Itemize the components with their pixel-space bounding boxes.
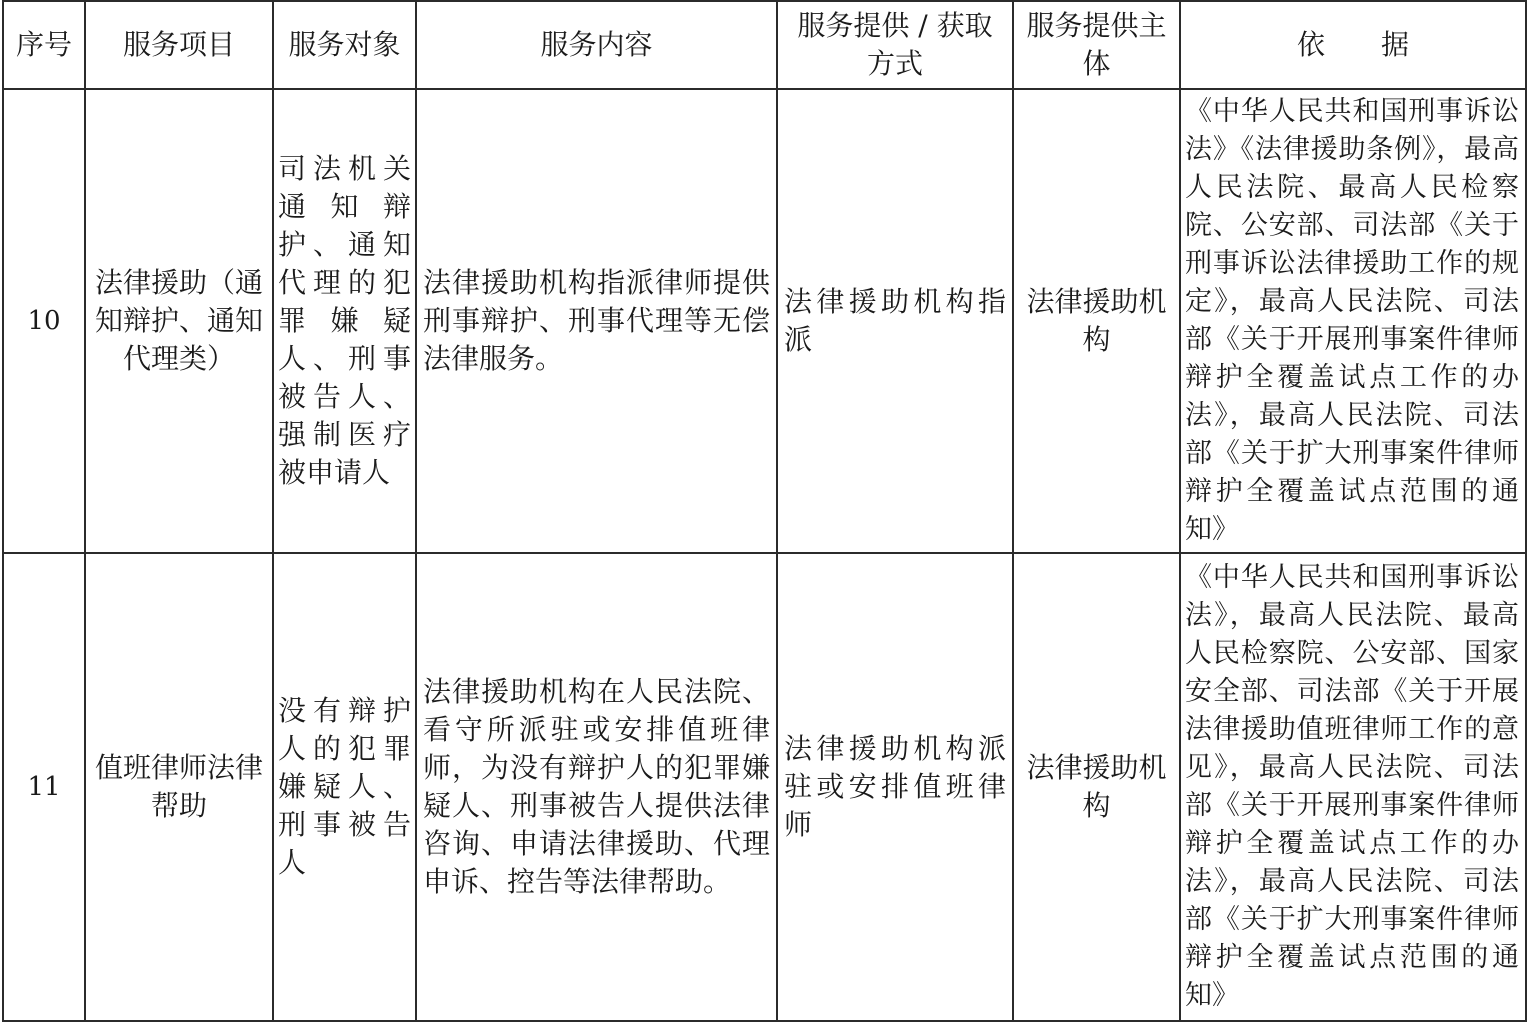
cell-target: 司法机关通知辩护、通知代理的犯罪嫌疑人、刑事被告人、强制医疗被申请人	[273, 89, 416, 553]
header-basis: 依 据	[1180, 1, 1526, 89]
header-item: 服务项目	[85, 1, 273, 89]
cell-provider: 法律援助机构	[1013, 89, 1180, 553]
cell-basis: 《中华人民共和国刑事诉讼法》《法律援助条例》，最高人民法院、最高人民检察院、公安部、司法部《关于刑事诉讼法律援助工作的规定》，最高人民法院、司法部《关于开展刑事案件律师辩护全覆盖试点工作的办法》，最高人民法院、司法部《关于扩大刑事案件律师辩护全覆盖试点范围的通知》	[1180, 89, 1526, 553]
header-row	[3, 1, 1526, 89]
cell-provider: 法律援助机构	[1013, 553, 1180, 1021]
header-seq: 序号	[3, 1, 85, 89]
header-method: 服务提供 / 获取方式	[777, 1, 1013, 89]
cell-method: 法律援助机构派驻或安排值班律师	[777, 553, 1013, 1021]
cell-content: 法律援助机构指派律师提供刑事辩护、刑事代理等无偿法律服务。	[416, 89, 777, 553]
cell-basis: 《中华人民共和国刑事诉讼法》，最高人民法院、最高人民检察院、公安部、国家安全部、司法部《关于开展法律援助值班律师工作的意见》，最高人民法院、司法部《关于开展刑事案件律师辩护全覆盖试点工作的办法》，最高人民法院、司法部《关于扩大刑事案件律师辩护全覆盖试点范围的通知》	[1180, 553, 1526, 1021]
table-row	[3, 89, 1526, 553]
cell-seq: 10	[3, 89, 85, 553]
cell-seq: 11	[3, 553, 85, 1021]
cell-item: 法律援助（通知辩护、通知代理类）	[85, 89, 273, 553]
header-content: 服务内容	[416, 1, 777, 89]
cell-item: 值班律师法律帮助	[85, 553, 273, 1021]
service-table	[2, 0, 1527, 1022]
header-target: 服务对象	[273, 1, 416, 89]
cell-target: 没有辩护人的犯罪嫌疑人、刑事被告人	[273, 553, 416, 1021]
cell-content: 法律援助机构在人民法院、看守所派驻或安排值班律师，为没有辩护人的犯罪嫌疑人、刑事被告人提供法律咨询、申请法律援助、代理申诉、控告等法律帮助。	[416, 553, 777, 1021]
cell-method: 法律援助机构指派	[777, 89, 1013, 553]
header-provider: 服务提供主体	[1013, 1, 1180, 89]
table-row	[3, 553, 1526, 1021]
